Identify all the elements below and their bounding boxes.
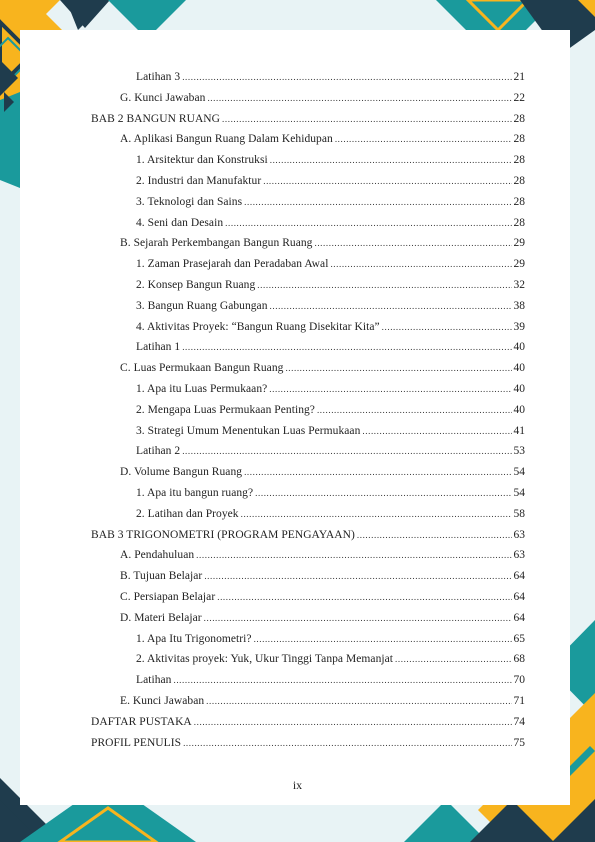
toc-entry-page: 70 — [513, 674, 525, 687]
toc-leader-dots — [244, 464, 511, 480]
toc-leader-dots — [173, 672, 511, 688]
toc-entry[interactable] — [136, 381, 525, 397]
toc-entry-page: 38 — [513, 299, 525, 312]
toc-entry-page: 68 — [513, 653, 525, 666]
toc-leader-dots — [357, 527, 512, 543]
toc-entry-page: 71 — [513, 695, 525, 707]
toc-entry-title: C. Luas Permukaan Bangun Ruang — [120, 362, 284, 375]
toc-entry-page: 40 — [513, 403, 525, 416]
toc-entry[interactable] — [136, 651, 525, 667]
toc-entry[interactable] — [120, 360, 525, 376]
toc-entry-page: 28 — [513, 216, 525, 229]
toc-entry-title: Latihan 3 — [136, 71, 181, 83]
toc-entry-title: 4. Aktivitas Proyek: “Bangun Ruang Disekitar Kita” — [136, 320, 380, 333]
toc-entry[interactable] — [136, 215, 525, 231]
toc-entry-page: 39 — [513, 320, 525, 333]
toc-entry[interactable] — [136, 173, 525, 189]
toc-entry-title: BAB 3 TRIGONOMETRI (PROGRAM PENGAYAAN) — [91, 528, 355, 541]
toc-entry-title: PROFIL PENULIS — [91, 736, 182, 749]
toc-entry-page: 63 — [513, 549, 525, 562]
toc-leader-dots — [194, 714, 512, 730]
toc-leader-dots — [255, 485, 511, 501]
toc-entry-page: 29 — [513, 258, 525, 271]
toc-entry-title: 1. Apa itu bangun ruang? — [136, 487, 254, 499]
toc-leader-dots — [182, 443, 511, 459]
toc-entry-page: 63 — [513, 528, 525, 541]
toc-entry-title: B. Sejarah Perkembangan Bangun Ruang — [120, 237, 313, 250]
toc-entry-title: 2. Latihan dan Proyek — [136, 507, 239, 520]
toc-entry-title: 3. Bangun Ruang Gabungan — [136, 299, 268, 312]
toc-leader-dots — [314, 235, 511, 251]
toc-entry-title: D. Volume Bangun Ruang — [120, 466, 243, 479]
toc-entry[interactable] — [120, 235, 525, 251]
toc-entry-page: 32 — [513, 279, 525, 291]
toc-entry[interactable] — [136, 319, 525, 335]
toc-leader-dots — [225, 215, 511, 231]
toc-entry-page: 22 — [513, 91, 525, 104]
toc-entry[interactable] — [91, 527, 525, 543]
toc-entry-page: 21 — [513, 71, 525, 83]
toc-leader-dots — [204, 610, 512, 626]
toc-entry[interactable] — [120, 464, 525, 480]
toc-leader-dots — [330, 256, 511, 272]
page-number: ix — [292, 778, 303, 792]
toc-entry-title: Latihan 1 — [136, 341, 181, 354]
toc-leader-dots — [204, 568, 511, 584]
toc-entry-page: 40 — [513, 362, 525, 375]
toc-entry[interactable] — [136, 69, 525, 85]
toc-entry-page: 41 — [513, 424, 525, 437]
toc-entry-title: 2. Mengapa Luas Permukaan Penting? — [136, 403, 315, 416]
toc-entry[interactable] — [120, 610, 525, 626]
toc-entry-title: 1. Apa itu Luas Permukaan? — [136, 383, 268, 395]
toc-entry-title: A. Pendahuluan — [120, 549, 195, 562]
toc-leader-dots — [182, 339, 511, 355]
toc-entry[interactable] — [91, 714, 525, 730]
toc-entry[interactable] — [136, 256, 525, 272]
toc-leader-dots — [382, 319, 512, 335]
toc-entry[interactable] — [91, 735, 525, 751]
toc-entry-page: 28 — [513, 195, 525, 208]
toc-entry-page: 65 — [513, 632, 525, 645]
toc-entry-title: DAFTAR PUSTAKA — [91, 715, 192, 728]
toc-entry[interactable] — [136, 506, 525, 522]
toc-entry[interactable] — [136, 277, 525, 293]
toc-entry[interactable] — [120, 589, 525, 605]
toc-entry-page: 28 — [513, 133, 525, 146]
toc-entry[interactable] — [136, 194, 525, 210]
toc-entry-title: C. Persiapan Belajar — [120, 591, 216, 603]
toc-leader-dots — [244, 194, 511, 210]
toc-entry[interactable] — [136, 339, 525, 355]
toc-entry[interactable] — [136, 402, 525, 418]
toc-entry-title: A. Aplikasi Bangun Ruang Dalam Kehidupan — [120, 133, 333, 146]
toc-leader-dots — [182, 69, 511, 85]
toc-entry-title: 3. Strategi Umum Menentukan Luas Permukaan — [136, 424, 361, 437]
toc-entry[interactable] — [91, 111, 525, 127]
toc-leader-dots — [263, 173, 511, 189]
toc-leader-dots — [183, 735, 511, 751]
toc-leader-dots — [241, 506, 512, 522]
toc-leader-dots — [317, 402, 512, 418]
toc-leader-dots — [285, 360, 511, 376]
toc-entry-page: 75 — [513, 736, 525, 749]
toc-entry-page: 64 — [513, 611, 525, 624]
toc-leader-dots — [257, 277, 511, 293]
toc-entry[interactable] — [120, 693, 525, 709]
toc-entry-title: G. Kunci Jawaban — [120, 91, 206, 104]
toc-entry[interactable] — [136, 485, 525, 501]
toc-leader-dots — [270, 298, 512, 314]
toc-leader-dots — [196, 547, 511, 563]
toc-entry-title: 1. Apa Itu Trigonometri? — [136, 632, 252, 645]
toc-entry-page: 40 — [513, 383, 525, 395]
toc-entry-title: 2. Aktivitas proyek: Yuk, Ukur Tinggi Tanpa Memanjat — [136, 653, 394, 666]
toc-entry-page: 54 — [513, 487, 525, 499]
toc-entry-page: 58 — [513, 507, 525, 520]
toc-entry-page: 54 — [513, 466, 525, 479]
toc-entry-title: 2. Industri dan Manufaktur — [136, 175, 262, 187]
toc-entry-page: 28 — [513, 154, 525, 167]
toc-leader-dots — [270, 152, 512, 168]
toc-entry-title: 1. Zaman Prasejarah dan Peradaban Awal — [136, 258, 329, 271]
toc-entry-page: 74 — [513, 715, 525, 728]
toc-leader-dots — [207, 90, 511, 106]
toc-entry-page: 28 — [513, 112, 525, 125]
toc-leader-dots — [362, 423, 511, 439]
toc-entry-page: 64 — [513, 570, 525, 583]
toc-entry-page: 53 — [513, 445, 525, 458]
toc-entry[interactable] — [136, 443, 525, 459]
toc-entry[interactable] — [120, 131, 525, 147]
toc-entry-page: 28 — [513, 175, 525, 187]
toc-entry[interactable] — [120, 568, 525, 584]
toc-leader-dots — [254, 631, 512, 647]
toc-entry[interactable] — [120, 547, 525, 563]
toc-entry-title: 1. Arsitektur dan Konstruksi — [136, 154, 268, 167]
toc-entry[interactable] — [136, 298, 525, 314]
toc-entry-title: E. Kunci Jawaban — [120, 695, 205, 707]
toc-entry-title: 3. Teknologi dan Sains — [136, 195, 243, 208]
toc-leader-dots — [335, 131, 512, 147]
toc-leader-dots — [269, 381, 511, 397]
toc-leader-dots — [395, 651, 511, 667]
toc-entry[interactable] — [136, 631, 525, 647]
toc-entry-title: 4. Seni dan Desain — [136, 216, 224, 229]
toc-entry[interactable] — [136, 152, 525, 168]
toc-entry-title: 2. Konsep Bangun Ruang — [136, 279, 256, 291]
toc-entry-page: 64 — [513, 591, 525, 603]
toc-leader-dots — [222, 111, 511, 127]
toc-entry-title: D. Materi Belajar — [120, 611, 202, 624]
toc-leader-dots — [217, 589, 511, 605]
toc-entry-title: Latihan — [136, 674, 172, 687]
toc-leader-dots — [206, 693, 511, 709]
toc-entry-page: 29 — [513, 237, 525, 250]
toc-entry[interactable] — [136, 672, 525, 688]
toc-entry[interactable] — [136, 423, 525, 439]
toc-entry-title: Latihan 2 — [136, 445, 181, 458]
toc-entry-title: BAB 2 BANGUN RUANG — [91, 112, 221, 125]
toc-entry[interactable] — [120, 90, 525, 106]
toc-entry-page: 40 — [513, 341, 525, 354]
toc-entry-title: B. Tujuan Belajar — [120, 570, 203, 583]
